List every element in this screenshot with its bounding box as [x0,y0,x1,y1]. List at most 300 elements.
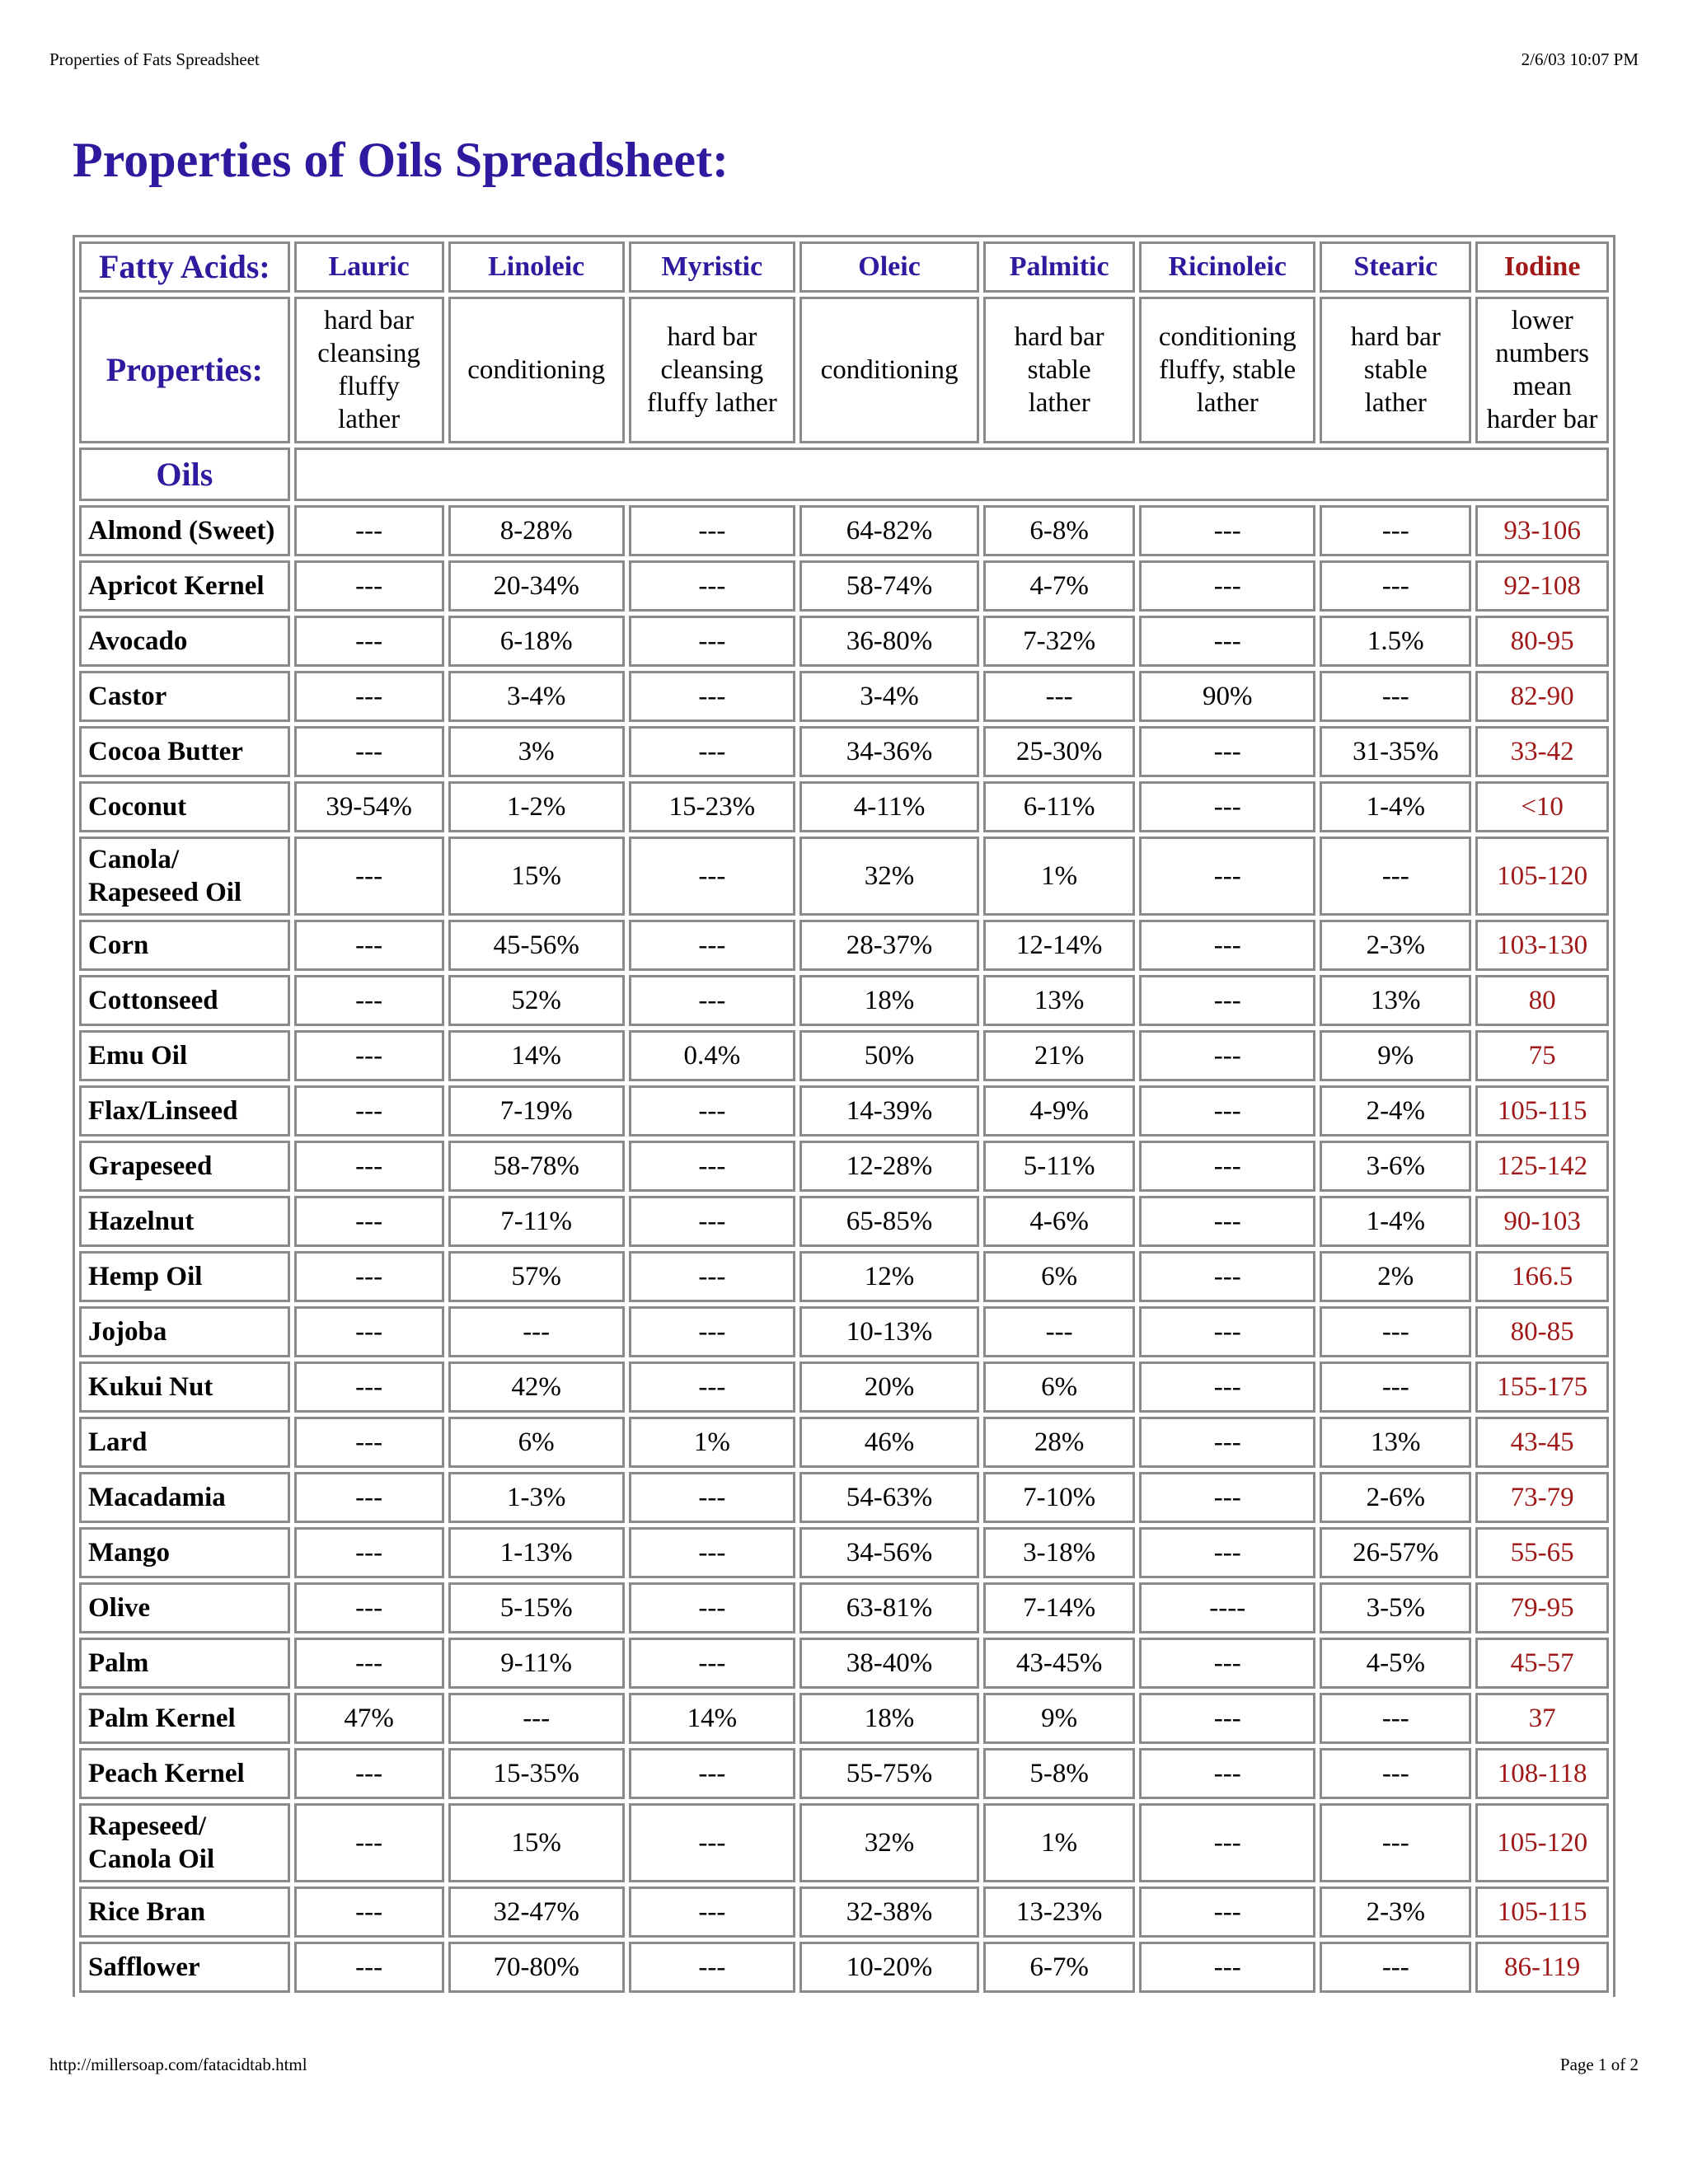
oil-name-cell [79,1141,290,1192]
value-cell-lauric: --- [294,616,444,667]
property-line: lather [1196,388,1259,418]
value-cell-oleic: 50% [799,1030,979,1081]
value-cell-palmitic: 28% [983,1417,1135,1468]
value-cell-stearic: --- [1320,1693,1471,1744]
value-cell-myristic: --- [629,1638,795,1689]
value-cell-ricinoleic: --- [1139,975,1315,1026]
oil-name-line: Rapeseed Oil [88,878,242,907]
value-cell-oleic: 4-11% [799,781,979,832]
column-header-lauric: Lauric [294,241,444,293]
value-cell-linoleic: 1-2% [448,781,625,832]
value-cell-oleic: 46% [799,1417,979,1468]
oil-name-cell [79,1527,290,1578]
value-cell-lauric: --- [294,726,444,777]
value-cell-stearic: 9% [1320,1030,1471,1081]
value-cell-oleic: 65-85% [799,1196,979,1247]
value-cell-lauric: --- [294,1527,444,1578]
oil-name-cell [79,1638,290,1689]
value-cell-lauric: --- [294,1942,444,1993]
property-line: hard bar [324,306,415,335]
value-cell-ricinoleic: --- [1139,1251,1315,1302]
property-line: hard bar [1350,322,1441,352]
column-header-oleic: Oleic [799,241,979,293]
table-row [79,975,1609,1026]
value-cell-stearic: --- [1320,560,1471,612]
property-line: cleansing [660,355,764,385]
value-cell-lauric: --- [294,1472,444,1523]
property-line: fluffy, stable [1159,355,1296,385]
oil-name-line: Palm Kernel [88,1704,236,1733]
value-cell-myristic: --- [629,920,795,971]
oil-name-line: Corn [88,930,149,960]
value-cell-stearic: --- [1320,1748,1471,1799]
value-cell-palmitic: 12-14% [983,920,1135,971]
value-cell-palmitic: 43-45% [983,1638,1135,1689]
value-cell-palmitic: 13-23% [983,1886,1135,1938]
value-cell-stearic: 2-4% [1320,1085,1471,1137]
value-cell-oleic: 63-81% [799,1582,979,1633]
oil-name-line: Macadamia [88,1483,226,1512]
value-cell-iodine: 103-130 [1475,920,1609,971]
value-cell-myristic: --- [629,505,795,556]
value-cell-oleic: 3-4% [799,671,979,722]
oil-name-line: Cottonseed [88,986,218,1015]
oil-name-cell [79,975,290,1026]
oil-name-line: Castor [88,682,167,711]
value-cell-linoleic: 5-15% [448,1582,625,1633]
value-cell-lauric: --- [294,560,444,612]
value-cell-palmitic: 6-7% [983,1942,1135,1993]
oil-name-cell [79,1361,290,1413]
oil-name-line: Coconut [88,792,187,822]
value-cell-iodine: 108-118 [1475,1748,1609,1799]
value-cell-iodine: 90-103 [1475,1196,1609,1247]
value-cell-iodine: 82-90 [1475,671,1609,722]
value-cell-stearic: 1-4% [1320,1196,1471,1247]
value-cell-myristic: --- [629,616,795,667]
value-cell-ricinoleic: --- [1139,1638,1315,1689]
oils-label: Oils [79,448,290,501]
oil-name-cell [79,1251,290,1302]
value-cell-iodine: 125-142 [1475,1141,1609,1192]
property-cell-lauric [294,297,444,443]
value-cell-myristic: --- [629,1942,795,1993]
property-line: mean [1512,372,1572,401]
value-cell-myristic: --- [629,1361,795,1413]
table-row [79,1582,1609,1633]
value-cell-iodine: 37 [1475,1693,1609,1744]
value-cell-iodine: 79-95 [1475,1582,1609,1633]
oil-name-cell [79,560,290,612]
value-cell-stearic: 31-35% [1320,726,1471,777]
value-cell-lauric: --- [294,1886,444,1938]
oil-name-line: Rapeseed/ [88,1811,206,1841]
properties-label: Properties: [79,297,290,443]
value-cell-myristic: --- [629,671,795,722]
oil-name-line: Palm [88,1648,149,1678]
value-cell-ricinoleic: --- [1139,1472,1315,1523]
value-cell-lauric: --- [294,1638,444,1689]
value-cell-linoleic: 15% [448,1803,625,1882]
property-line: harder bar [1486,405,1598,434]
property-cell-oleic [799,297,979,443]
table-row [79,1693,1609,1744]
oil-name-line: Cocoa Butter [88,737,243,766]
value-cell-ricinoleic: --- [1139,1748,1315,1799]
oil-name-cell [79,1886,290,1938]
value-cell-lauric: --- [294,1306,444,1357]
value-cell-stearic: --- [1320,671,1471,722]
value-cell-myristic: --- [629,1582,795,1633]
property-line: fluffy lather [646,388,777,418]
value-cell-iodine: 105-120 [1475,837,1609,916]
value-cell-lauric: --- [294,975,444,1026]
value-cell-myristic: --- [629,1085,795,1137]
oil-name-cell [79,1748,290,1799]
value-cell-iodine: 93-106 [1475,505,1609,556]
value-cell-linoleic: 3% [448,726,625,777]
value-cell-stearic: 1.5% [1320,616,1471,667]
property-line: stable [1027,355,1091,385]
table-row [79,1085,1609,1137]
value-cell-stearic: --- [1320,1361,1471,1413]
value-cell-oleic: 55-75% [799,1748,979,1799]
oil-name-cell [79,616,290,667]
value-cell-lauric: --- [294,837,444,916]
value-cell-palmitic: 5-8% [983,1748,1135,1799]
oil-name-line: Canola/ [88,845,180,874]
oils-table-container [73,235,1615,1999]
value-cell-linoleic: 3-4% [448,671,625,722]
table-row [79,1472,1609,1523]
value-cell-linoleic: --- [448,1306,625,1357]
value-cell-ricinoleic: --- [1139,920,1315,971]
value-cell-iodine: 80 [1475,975,1609,1026]
value-cell-oleic: 34-56% [799,1527,979,1578]
value-cell-oleic: 64-82% [799,505,979,556]
property-line: conditioning [820,355,959,385]
oils-label-blank-cell [294,448,1609,501]
value-cell-iodine: 75 [1475,1030,1609,1081]
value-cell-linoleic: 52% [448,975,625,1026]
value-cell-stearic: --- [1320,1942,1471,1993]
table-row [79,1803,1609,1882]
value-cell-lauric: --- [294,1030,444,1081]
value-cell-myristic: --- [629,837,795,916]
value-cell-palmitic: 21% [983,1030,1135,1081]
value-cell-oleic: 20% [799,1361,979,1413]
page-title: Properties of Oils Spreadsheet: [73,133,729,187]
oil-name-line: Olive [88,1593,151,1623]
property-line: hard bar [667,322,757,352]
value-cell-stearic: --- [1320,837,1471,916]
property-cell-palmitic [983,297,1135,443]
fatty-acids-label: Fatty Acids: [79,241,290,293]
oil-name-line: Rice Bran [88,1897,206,1927]
value-cell-ricinoleic: --- [1139,560,1315,612]
value-cell-iodine: 105-120 [1475,1803,1609,1882]
page-footer-page-number: Page 1 of 2 [1559,2055,1639,2074]
value-cell-ricinoleic: --- [1139,1417,1315,1468]
value-cell-lauric: --- [294,1417,444,1468]
table-row [79,920,1609,971]
table-row [79,1417,1609,1468]
value-cell-iodine: 55-65 [1475,1527,1609,1578]
value-cell-iodine: 155-175 [1475,1361,1609,1413]
property-cell-myristic [629,297,795,443]
value-cell-stearic: 4-5% [1320,1638,1471,1689]
table-row [79,1361,1609,1413]
value-cell-stearic: 26-57% [1320,1527,1471,1578]
value-cell-myristic: --- [629,1527,795,1578]
oil-name-cell [79,726,290,777]
table-row [79,505,1609,556]
value-cell-linoleic: 7-19% [448,1085,625,1137]
column-header-palmitic: Palmitic [983,241,1135,293]
value-cell-stearic: 2-6% [1320,1472,1471,1523]
value-cell-palmitic: 1% [983,837,1135,916]
value-cell-linoleic: 58-78% [448,1141,625,1192]
table-row [79,1030,1609,1081]
oil-name-cell [79,837,290,916]
value-cell-lauric: 47% [294,1693,444,1744]
oil-name-line: Emu Oil [88,1041,188,1071]
property-cell-linoleic [448,297,625,443]
table-row [79,781,1609,832]
value-cell-lauric: --- [294,1748,444,1799]
oil-name-cell [79,1085,290,1137]
oil-name-line: Lard [88,1427,148,1457]
property-line: fluffy [338,372,400,401]
value-cell-lauric: --- [294,505,444,556]
value-cell-palmitic: 6% [983,1361,1135,1413]
property-line: cleansing [317,339,420,368]
page-header-timestamp: 2/6/03 10:07 PM [1521,49,1639,69]
value-cell-ricinoleic: --- [1139,1085,1315,1137]
value-cell-oleic: 36-80% [799,616,979,667]
value-cell-palmitic: 4-9% [983,1085,1135,1137]
value-cell-ricinoleic: --- [1139,1693,1315,1744]
value-cell-lauric: --- [294,1085,444,1137]
value-cell-oleic: 28-37% [799,920,979,971]
value-cell-linoleic: 15% [448,837,625,916]
value-cell-stearic: 3-6% [1320,1141,1471,1192]
value-cell-iodine: 80-85 [1475,1306,1609,1357]
oil-name-cell [79,671,290,722]
column-header-ricinoleic: Ricinoleic [1139,241,1315,293]
page-header-title: Properties of Fats Spreadsheet [49,49,260,69]
value-cell-iodine: 166.5 [1475,1251,1609,1302]
value-cell-myristic: --- [629,726,795,777]
value-cell-linoleic: 70-80% [448,1942,625,1993]
property-line: lower [1511,306,1573,335]
table-row [79,837,1609,916]
value-cell-ricinoleic: --- [1139,1886,1315,1938]
property-line: numbers [1495,339,1589,368]
value-cell-ricinoleic: --- [1139,1361,1315,1413]
value-cell-linoleic: 8-28% [448,505,625,556]
value-cell-oleic: 10-20% [799,1942,979,1993]
value-cell-iodine: 105-115 [1475,1886,1609,1938]
oil-name-line: Apricot Kernel [88,571,265,601]
property-line: conditioning [467,355,606,385]
value-cell-oleic: 32% [799,837,979,916]
value-cell-myristic: --- [629,1141,795,1192]
value-cell-myristic: --- [629,560,795,612]
oil-name-line: Hemp Oil [88,1262,203,1291]
value-cell-ricinoleic: ---- [1139,1582,1315,1633]
value-cell-myristic: --- [629,1306,795,1357]
value-cell-myristic: 14% [629,1693,795,1744]
property-line: lather [1028,388,1090,418]
property-cell-iodine [1475,297,1609,443]
value-cell-oleic: 12% [799,1251,979,1302]
value-cell-ricinoleic: --- [1139,1030,1315,1081]
value-cell-stearic: 13% [1320,975,1471,1026]
value-cell-linoleic: 6-18% [448,616,625,667]
value-cell-ricinoleic: --- [1139,1527,1315,1578]
table-row [79,1942,1609,1993]
oil-name-cell [79,1417,290,1468]
table-row [79,671,1609,722]
table-row [79,1306,1609,1357]
table-row [79,1638,1609,1689]
value-cell-stearic: --- [1320,1803,1471,1882]
value-cell-linoleic: 7-11% [448,1196,625,1247]
value-cell-ricinoleic: --- [1139,616,1315,667]
value-cell-ricinoleic: --- [1139,1141,1315,1192]
value-cell-myristic: --- [629,1803,795,1882]
table-row [79,726,1609,777]
value-cell-lauric: 39-54% [294,781,444,832]
value-cell-ricinoleic: --- [1139,1942,1315,1993]
value-cell-stearic: 2% [1320,1251,1471,1302]
value-cell-iodine: 86-119 [1475,1942,1609,1993]
column-header-stearic: Stearic [1320,241,1471,293]
value-cell-palmitic: 4-7% [983,560,1135,612]
value-cell-ricinoleic: --- [1139,1803,1315,1882]
value-cell-linoleic: 6% [448,1417,625,1468]
table-row [79,1748,1609,1799]
column-header-iodine: Iodine [1475,241,1609,293]
table-row [79,1886,1609,1938]
value-cell-lauric: --- [294,920,444,971]
value-cell-linoleic: 42% [448,1361,625,1413]
value-cell-iodine: 73-79 [1475,1472,1609,1523]
page-footer-url: http://millersoap.com/fatacidtab.html [49,2055,307,2074]
value-cell-lauric: --- [294,1196,444,1247]
value-cell-palmitic: 13% [983,975,1135,1026]
table-row [79,1527,1609,1578]
value-cell-myristic: 1% [629,1417,795,1468]
value-cell-iodine: 33-42 [1475,726,1609,777]
value-cell-iodine: 105-115 [1475,1085,1609,1137]
value-cell-linoleic: 45-56% [448,920,625,971]
value-cell-iodine: <10 [1475,781,1609,832]
oil-name-cell [79,1693,290,1744]
column-header-linoleic: Linoleic [448,241,625,293]
value-cell-linoleic: 1-3% [448,1472,625,1523]
value-cell-lauric: --- [294,671,444,722]
value-cell-lauric: --- [294,1361,444,1413]
value-cell-myristic: --- [629,1886,795,1938]
value-cell-linoleic: --- [448,1693,625,1744]
value-cell-palmitic: --- [983,671,1135,722]
column-header-myristic: Myristic [629,241,795,293]
value-cell-palmitic: 6-11% [983,781,1135,832]
value-cell-ricinoleic: --- [1139,505,1315,556]
value-cell-lauric: --- [294,1803,444,1882]
value-cell-lauric: --- [294,1251,444,1302]
table-row [79,616,1609,667]
value-cell-oleic: 18% [799,975,979,1026]
property-line: stable [1363,355,1428,385]
oil-name-line: Grapeseed [88,1151,213,1181]
fatty-acids-row [79,241,1609,293]
value-cell-stearic: --- [1320,505,1471,556]
value-cell-myristic: --- [629,1251,795,1302]
value-cell-palmitic: 1% [983,1803,1135,1882]
property-line: hard bar [1014,322,1104,352]
value-cell-ricinoleic: 90% [1139,671,1315,722]
oil-name-line: Kukui Nut [88,1372,213,1402]
value-cell-ricinoleic: --- [1139,1306,1315,1357]
value-cell-lauric: --- [294,1141,444,1192]
oil-name-cell [79,1196,290,1247]
table-row [79,1196,1609,1247]
property-line: lather [338,405,401,434]
value-cell-palmitic: 6-8% [983,505,1135,556]
value-cell-myristic: --- [629,975,795,1026]
table-row [79,1251,1609,1302]
value-cell-linoleic: 15-35% [448,1748,625,1799]
property-cell-stearic [1320,297,1471,443]
value-cell-oleic: 10-13% [799,1306,979,1357]
value-cell-palmitic: 7-14% [983,1582,1135,1633]
value-cell-stearic: 2-3% [1320,920,1471,971]
oil-name-line: Almond (Sweet) [88,516,275,546]
value-cell-myristic: 15-23% [629,781,795,832]
oil-name-cell [79,1942,290,1993]
value-cell-oleic: 32-38% [799,1886,979,1938]
value-cell-palmitic: 9% [983,1693,1135,1744]
value-cell-stearic: 13% [1320,1417,1471,1468]
value-cell-palmitic: 6% [983,1251,1135,1302]
oil-name-line: Hazelnut [88,1207,195,1236]
oil-name-line: Jojoba [88,1317,167,1347]
value-cell-iodine: 45-57 [1475,1638,1609,1689]
oils-label-row [79,448,1609,501]
value-cell-oleic: 12-28% [799,1141,979,1192]
oil-name-cell [79,1030,290,1081]
oil-name-cell [79,505,290,556]
value-cell-linoleic: 32-47% [448,1886,625,1938]
value-cell-stearic: --- [1320,1306,1471,1357]
value-cell-palmitic: --- [983,1306,1135,1357]
value-cell-linoleic: 1-13% [448,1527,625,1578]
property-line: conditioning [1158,322,1296,352]
value-cell-ricinoleic: --- [1139,726,1315,777]
value-cell-oleic: 32% [799,1803,979,1882]
properties-row [79,297,1609,443]
oil-name-line: Peach Kernel [88,1759,245,1788]
value-cell-palmitic: 25-30% [983,726,1135,777]
value-cell-linoleic: 9-11% [448,1638,625,1689]
value-cell-stearic: 1-4% [1320,781,1471,832]
value-cell-oleic: 18% [799,1693,979,1744]
oils-table [73,235,1615,1997]
value-cell-oleic: 34-36% [799,726,979,777]
